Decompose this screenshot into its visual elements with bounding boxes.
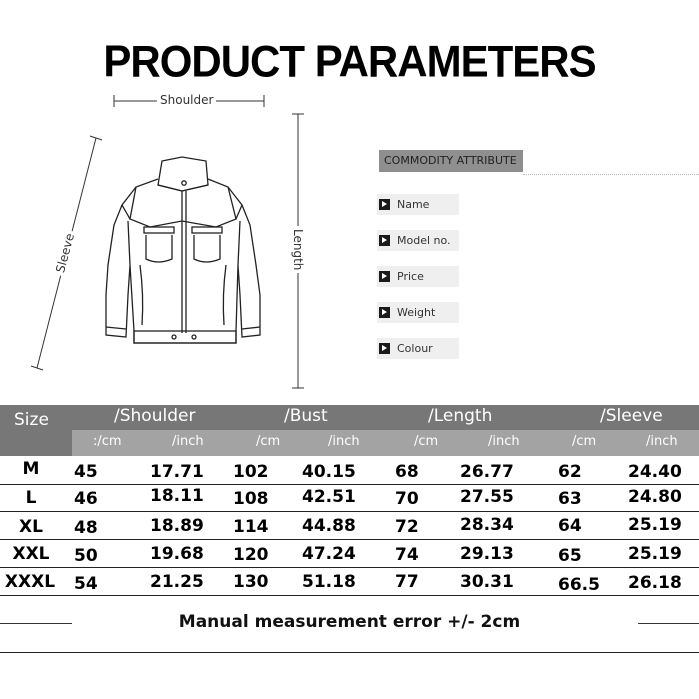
unit-header: /inch: [328, 434, 360, 449]
arrow-right-icon: [379, 199, 390, 210]
table-cell: 42.51: [302, 487, 356, 507]
table-cell: 25.19: [628, 515, 682, 535]
attribute-colour: Colour: [377, 338, 459, 359]
arrow-right-icon: [379, 235, 390, 246]
shoulder-label: Shoulder: [157, 93, 216, 107]
table-cell: 25.19: [628, 544, 682, 564]
table-cell: 102: [233, 462, 269, 482]
row-divider: [0, 484, 699, 485]
unit-header: /inch: [172, 434, 204, 449]
unit-header: /cm: [572, 434, 597, 449]
table-cell: 64: [558, 516, 582, 536]
jacket-illustration: [100, 155, 265, 355]
attribute-weight: Weight: [377, 302, 459, 323]
table-cell: 40.15: [302, 462, 356, 482]
table-cell: 28.34: [460, 515, 514, 535]
table-cell: 27.55: [460, 487, 514, 507]
table-cell: 62: [558, 462, 582, 482]
attribute-model-no: Model no.: [377, 230, 459, 251]
table-cell: 114: [233, 517, 269, 537]
size-header: Size: [14, 410, 49, 430]
unit-header: /cm: [256, 434, 281, 449]
page-title: PRODUCT PARAMETERS: [103, 36, 596, 87]
bottom-divider: [0, 652, 699, 653]
size-cell: L: [25, 488, 37, 508]
arrow-right-icon: [379, 343, 390, 354]
table-cell: 108: [233, 489, 269, 509]
row-divider: [0, 567, 699, 568]
arrow-right-icon: [379, 307, 390, 318]
attribute-name: Name: [377, 194, 459, 215]
measurement-note: Manual measurement error +/- 2cm: [178, 612, 521, 632]
table-cell: 63: [558, 489, 582, 509]
table-cell: 18.11: [150, 486, 204, 506]
table-cell: 50: [74, 546, 98, 566]
table-cell: 26.77: [460, 462, 514, 482]
unit-header: /inch: [646, 434, 678, 449]
table-cell: 44.88: [302, 516, 356, 536]
table-cell: 72: [395, 517, 419, 537]
length-label: Length: [291, 226, 305, 273]
table-cell: 30.31: [460, 572, 514, 592]
arrow-right-icon: [379, 271, 390, 282]
table-cell: 18.89: [150, 516, 204, 536]
size-cell: XL: [19, 517, 43, 537]
table-cell: 54: [74, 574, 98, 594]
row-divider: [0, 511, 699, 512]
commodity-attribute-header: COMMODITY ATTRIBUTE: [379, 150, 523, 172]
table-cell: 130: [233, 572, 269, 592]
sleeve-label: Sleeve: [52, 229, 77, 277]
table-cell: 70: [395, 489, 419, 509]
table-cell: 24.80: [628, 487, 682, 507]
table-cell: 47.24: [302, 544, 356, 564]
table-cell: 17.71: [150, 462, 204, 482]
group-header-sleeve: /Sleeve: [600, 406, 663, 426]
size-cell: M: [22, 459, 40, 479]
group-header-shoulder: /Shoulder: [114, 406, 196, 426]
table-cell: 77: [395, 572, 419, 592]
size-cell: XXXL: [4, 572, 56, 592]
table-cell: 74: [395, 545, 419, 565]
unit-header: /cm: [414, 434, 439, 449]
table-cell: 51.18: [302, 572, 356, 592]
unit-header: /inch: [488, 434, 520, 449]
group-header-bust: /Bust: [284, 406, 328, 426]
table-cell: 29.13: [460, 544, 514, 564]
unit-header: :/cm: [93, 434, 122, 449]
table-cell: 26.18: [628, 573, 682, 593]
attribute-divider: [523, 174, 699, 175]
table-cell: 120: [233, 545, 269, 565]
size-cell: XXL: [12, 544, 50, 564]
table-cell: 66.5: [558, 575, 600, 595]
group-header-length: /Length: [428, 406, 493, 426]
table-cell: 68: [395, 462, 419, 482]
table-cell: 48: [74, 518, 98, 538]
table-cell: 19.68: [150, 544, 204, 564]
size-table-unit-row: [72, 430, 699, 456]
table-cell: 21.25: [150, 572, 204, 592]
table-cell: 65: [558, 546, 582, 566]
table-cell: 24.40: [628, 462, 682, 482]
row-divider: [0, 595, 699, 596]
attribute-price: Price: [377, 266, 459, 287]
row-divider: [0, 539, 699, 540]
table-cell: 45: [74, 462, 98, 482]
table-cell: 46: [74, 489, 98, 509]
